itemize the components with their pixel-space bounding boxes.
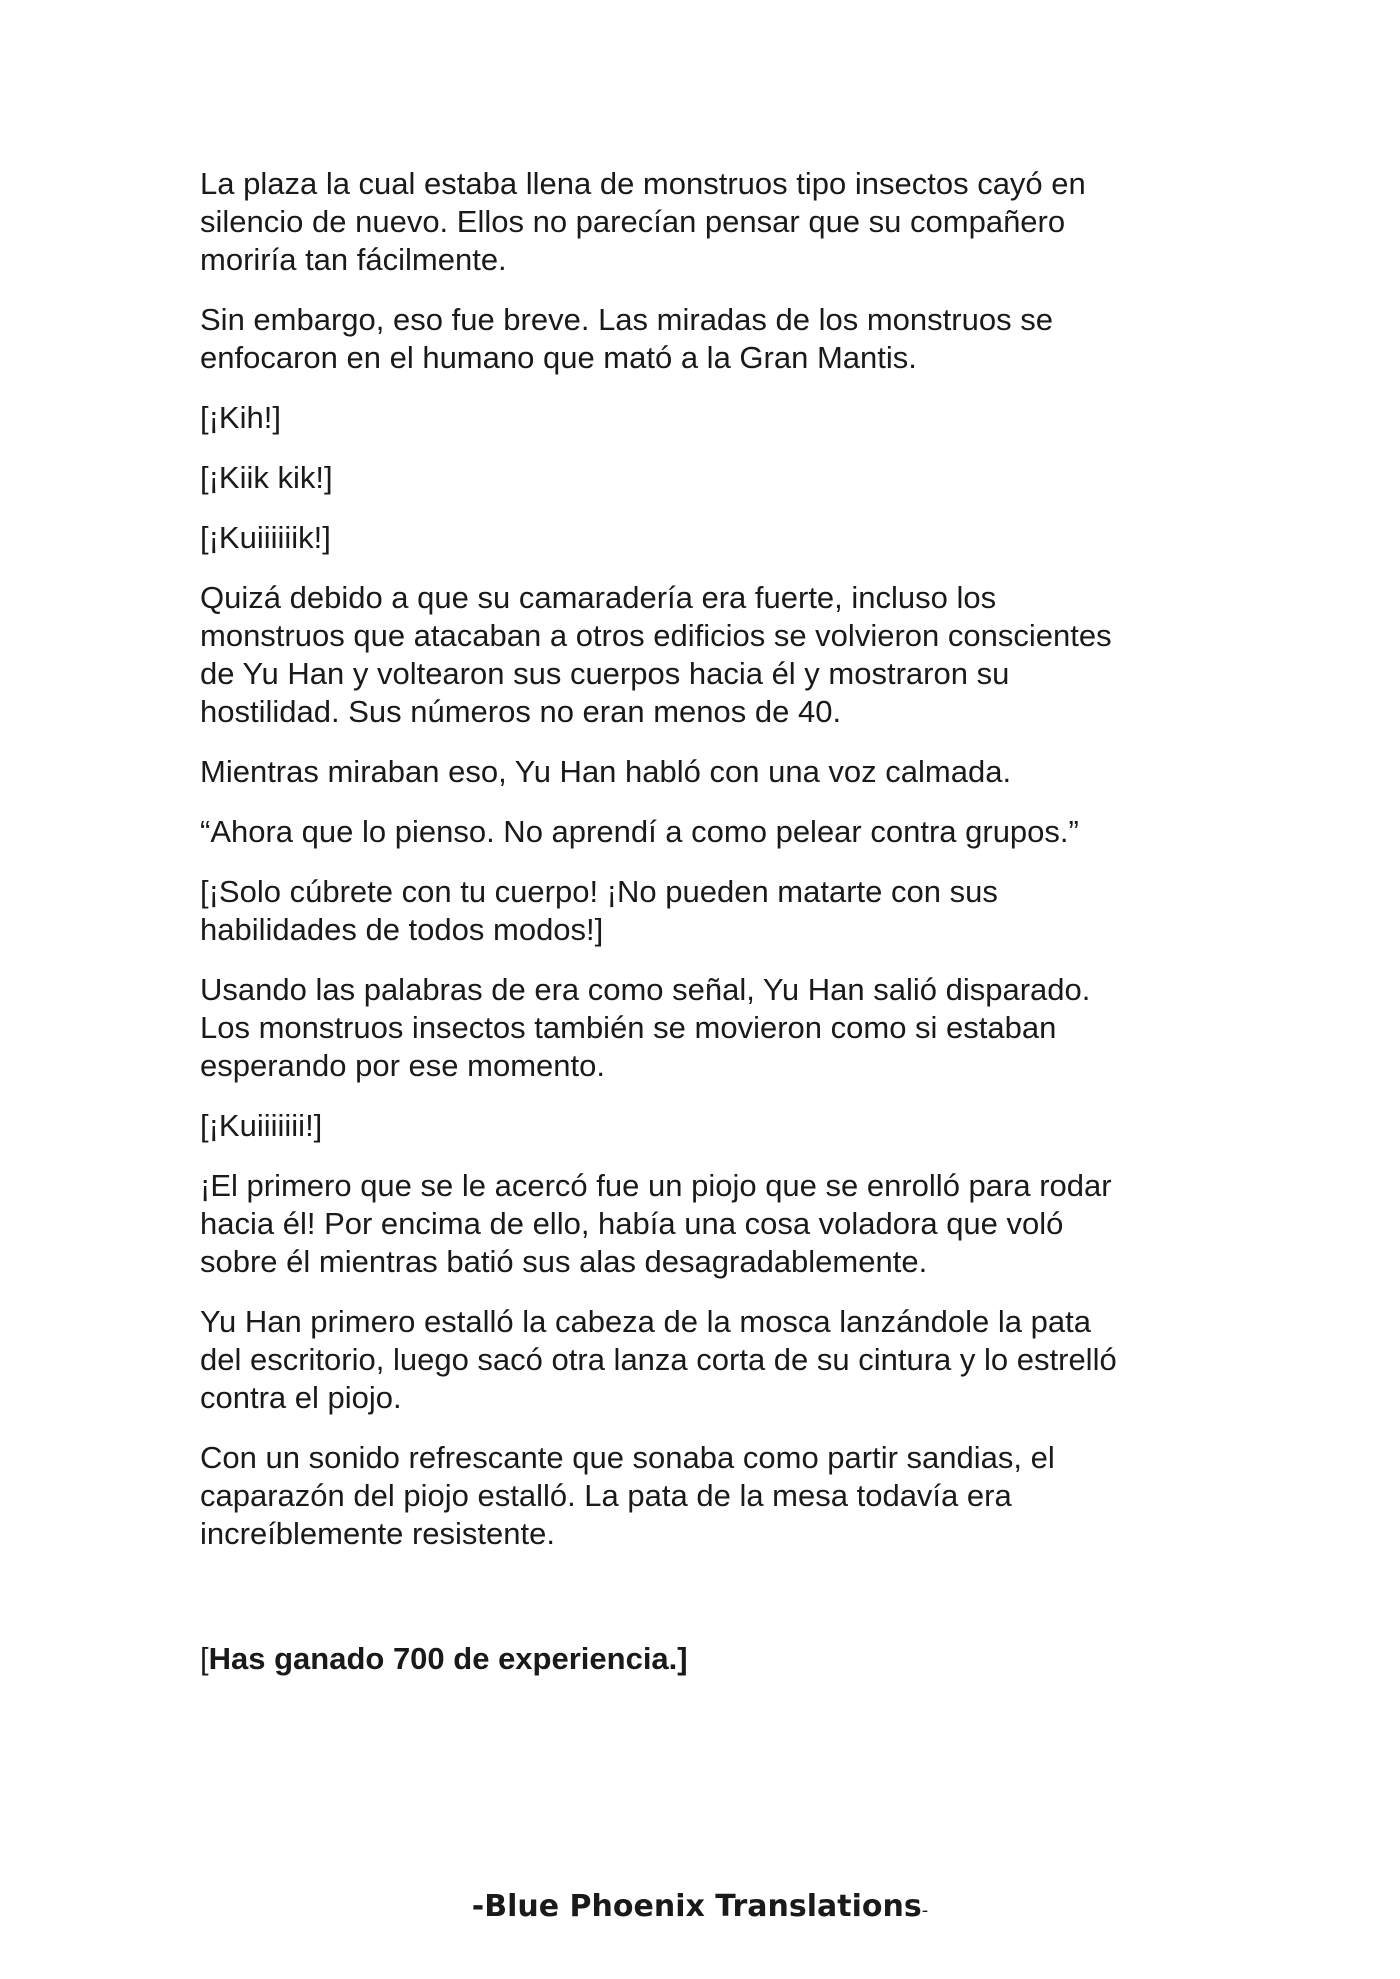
system-voice: [¡Solo cúbrete con tu cuerpo! ¡No pueden matarte con sus habilidades de todos modos!] [200,874,998,947]
translator-credit [0,1888,1400,1930]
paragraph: Mientras miraban eso, Yu Han habló con una voz calmada. [200,754,1012,789]
paragraph: ¡El primero que se le acercó fue un piojo que se enrolló para rodar hacia él! Por encima de ello, había una cosa voladora que voló sobre él mientras batió sus alas desagradablemente. [200,1168,1112,1279]
sound-effect: [¡Kih!] [200,400,281,435]
paragraph: Sin embargo, eso fue breve. Las miradas de los monstruos se enfocaron en el humano que mató a la Gran Mantis. [200,302,1053,375]
paragraph: Quizá debido a que su camaradería era fuerte, incluso los monstruos que atacaban a otros edificios se volvieron conscientes de Yu Han y voltearon sus cuerpos hacia él y mostraron su hostilidad. Sus números no eran menos de 40. [200,580,1112,729]
sound-effect: [¡Kuiiiiiii!] [200,1108,323,1143]
system-message [200,1640,688,1678]
paragraph: La plaza la cual estaba llena de monstruos tipo insectos cayó en silencio de nuevo. Ellos no parecían pensar que su compañero moriría tan fácilmente. [200,166,1086,277]
dialogue: “Ahora que lo pienso. No aprendí a como pelear contra grupos.” [200,814,1079,849]
translator-credit-trailing: - [921,1900,929,1921]
translator-credit-label: -Blue Phoenix Translations [471,1889,922,1924]
sound-effect: [¡Kiik kik!] [200,460,333,495]
paragraph: Con un sonido refrescante que sonaba como partir sandias, el caparazón del piojo estalló. La pata de la mesa todavía era increíblemente resistente. [200,1440,1055,1551]
system-message-text: Has ganado 700 de experiencia.] [208,1641,688,1676]
sound-effect: [¡Kuiiiiiik!] [200,520,331,555]
paragraph: Usando las palabras de era como señal, Yu Han salió disparado. Los monstruos insectos también se movieron como si estaban esperando por ese momento. [200,972,1091,1083]
body-text [200,165,1200,1575]
paragraph: Yu Han primero estalló la cabeza de la mosca lanzándole la pata del escritorio, luego sacó otra lanza corta de su cintura y lo estrelló contra el piojo. [200,1304,1117,1415]
system-message-bracket: [ [200,1641,209,1676]
